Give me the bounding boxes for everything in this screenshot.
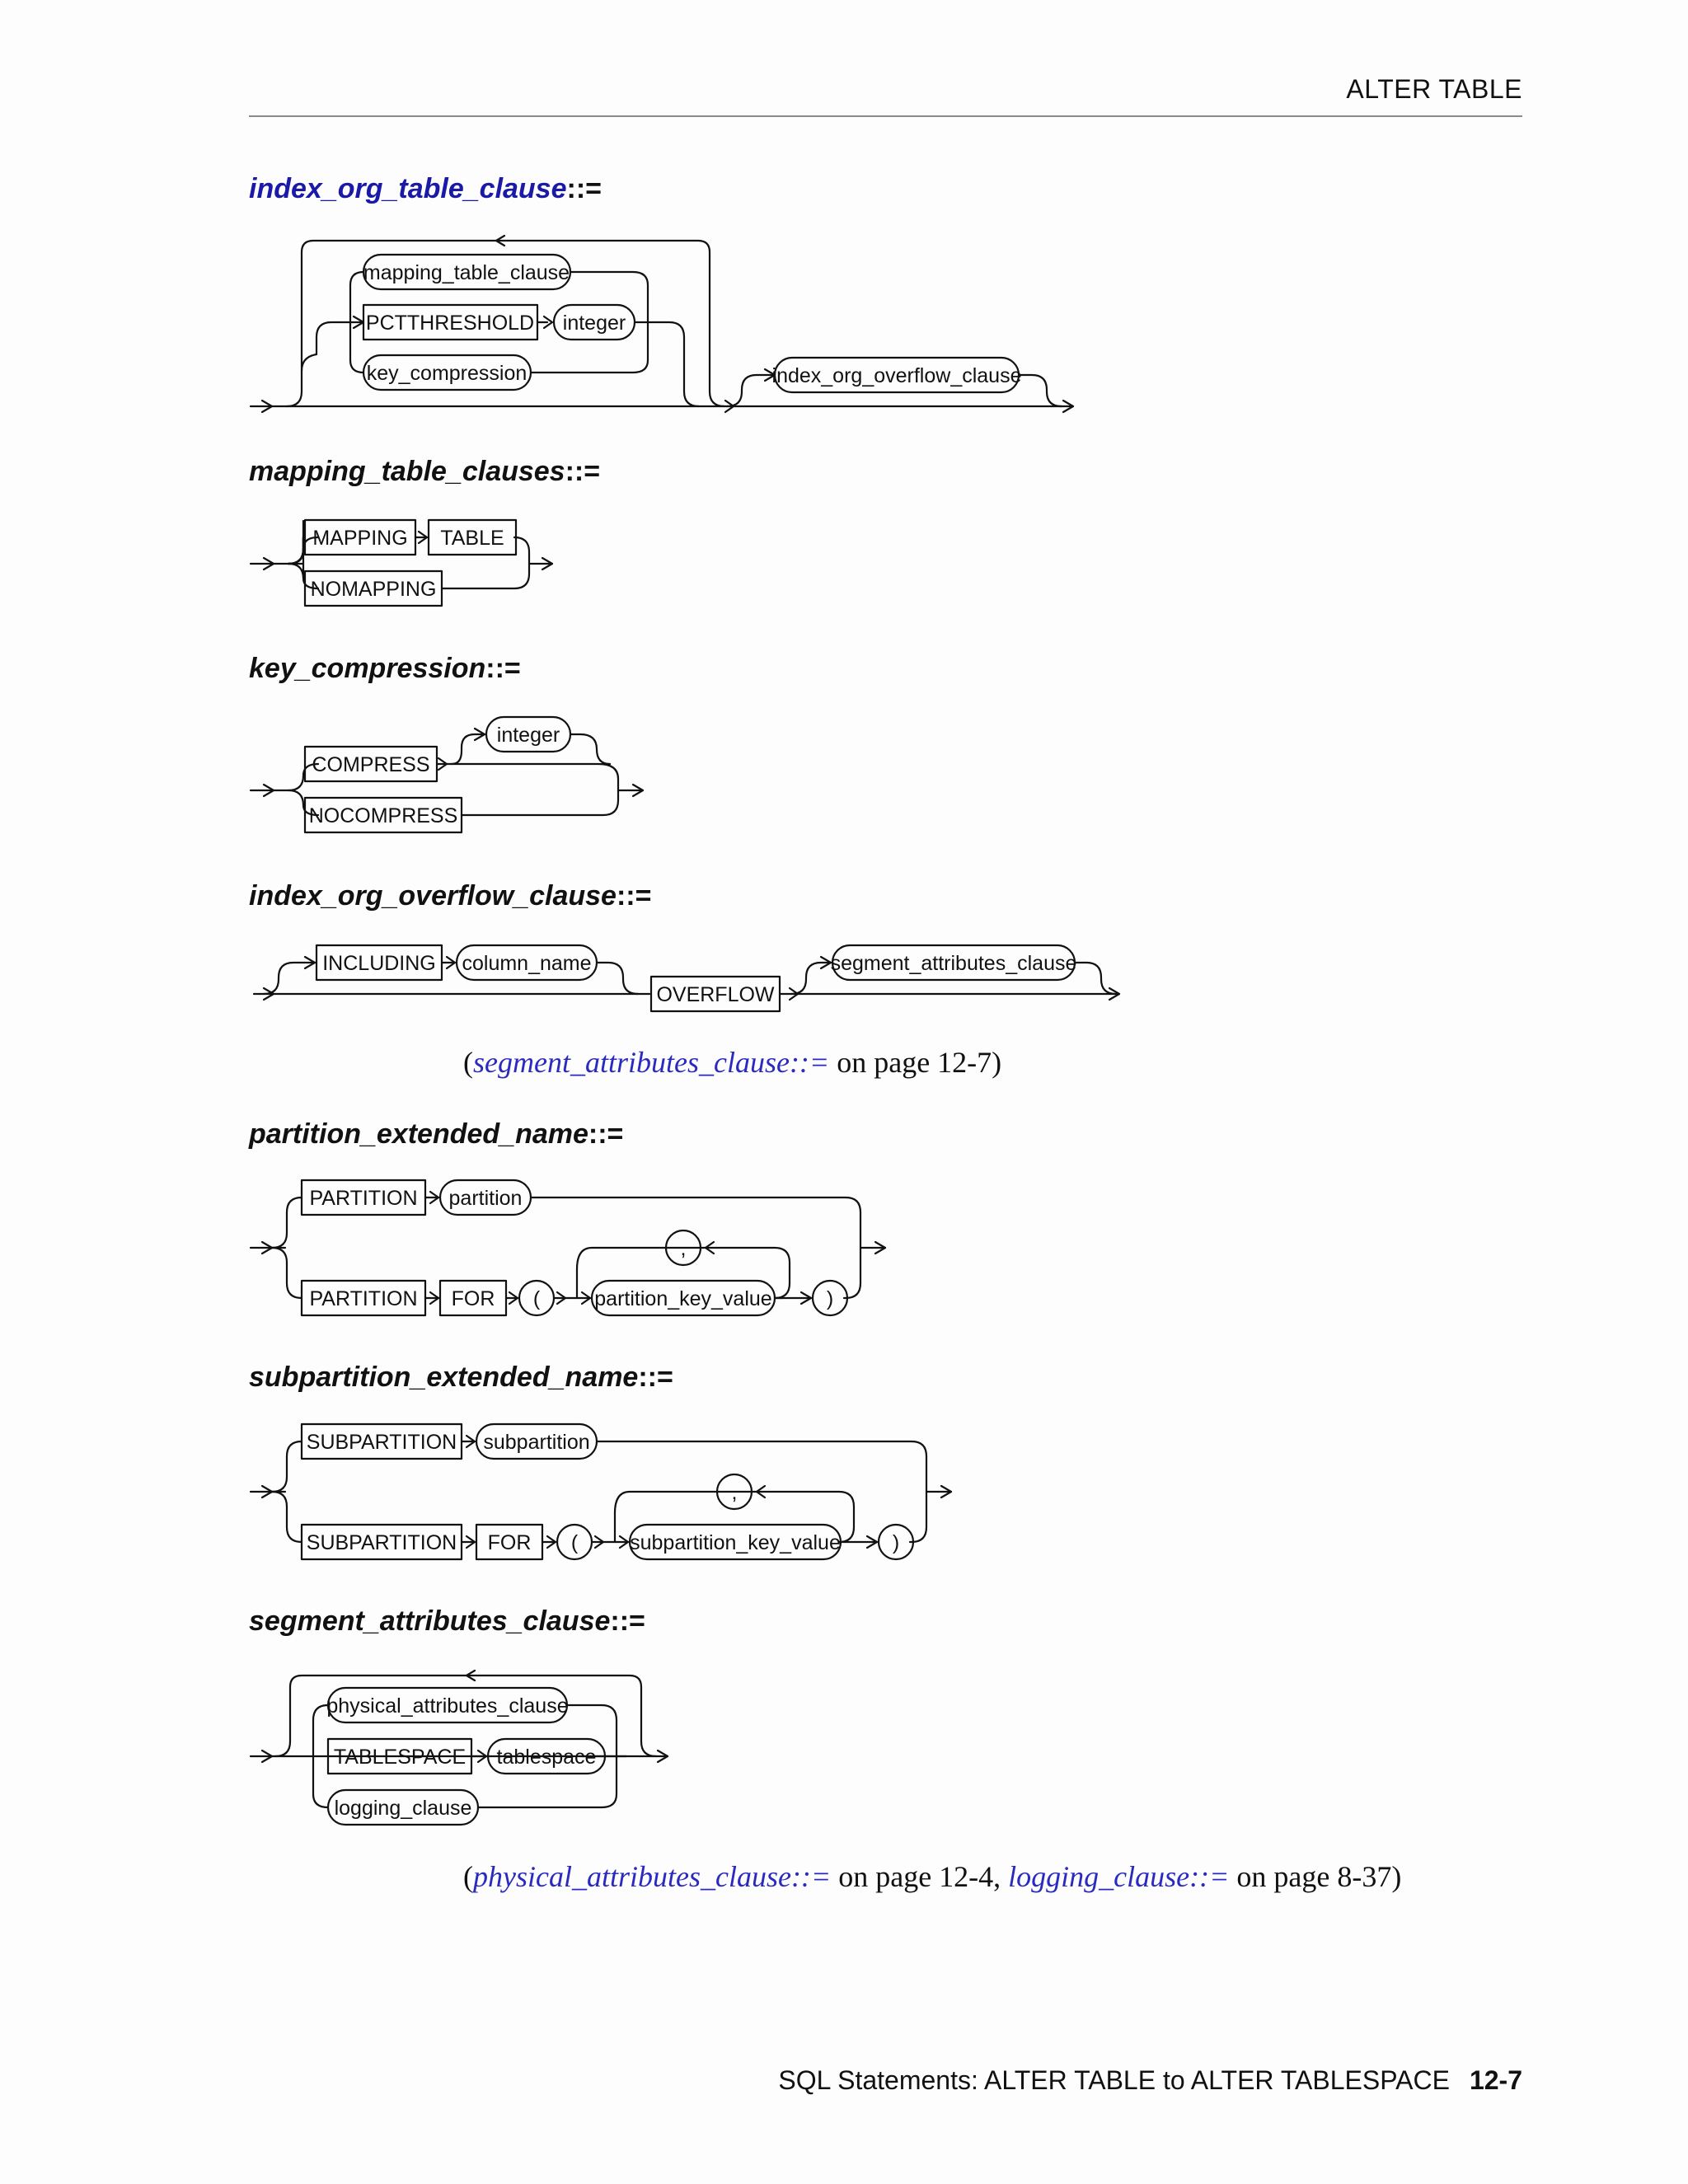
token-text: key_compression — [366, 362, 528, 385]
rail — [791, 963, 831, 994]
token-text: PARTITION — [309, 1187, 418, 1210]
rail — [570, 734, 610, 764]
running-header: ALTER TABLE — [1346, 74, 1522, 104]
token-text: index_org_overflow_clause — [771, 364, 1022, 387]
production-assign: ::= — [610, 1605, 645, 1637]
token-text: physical_attributes_clause — [326, 1694, 569, 1718]
production-name: index_org_overflow_clause — [249, 880, 617, 912]
ref-link-logging-clause[interactable]: logging_clause::= — [1008, 1860, 1230, 1893]
token-text: NOMAPPING — [310, 578, 437, 601]
production-assign: ::= — [485, 653, 521, 684]
ref-text: on page 12-7) — [829, 1046, 1002, 1079]
rail — [1019, 375, 1062, 406]
production-name: subpartition_extended_name — [249, 1361, 639, 1393]
token-text: column_name — [462, 952, 592, 975]
token-text: MAPPING — [312, 527, 408, 550]
rail — [272, 1492, 302, 1542]
token-text: ) — [892, 1531, 900, 1554]
rail — [635, 322, 699, 406]
token-text: ) — [826, 1287, 834, 1310]
token-text: PCTTHRESHOLD — [365, 312, 535, 335]
diagram-partition-extended-name — [251, 1180, 885, 1315]
token-text: SUBPARTITION — [306, 1531, 457, 1554]
rail — [272, 1441, 302, 1492]
production-assign: ::= — [566, 173, 603, 204]
production-assign: ::= — [616, 880, 652, 912]
token-text: tablespace — [496, 1746, 597, 1769]
diagram-index-org-overflow-clause — [254, 945, 1119, 1011]
diagram-index-org-table-clause — [251, 236, 1073, 412]
token-text: partition_key_value — [594, 1287, 772, 1310]
production-name: segment_attributes_clause — [249, 1605, 611, 1637]
production-assign: ::= — [638, 1361, 673, 1393]
ref-link-segment-attributes[interactable]: segment_attributes_clause::= — [473, 1046, 830, 1079]
ref-text: on page 12-4, — [831, 1860, 1009, 1893]
production-name: partition_extended_name — [249, 1118, 588, 1150]
production-name: mapping_table_clauses — [249, 456, 565, 487]
production-name: index_org_table_clause — [249, 173, 567, 204]
token-text: ( — [570, 1531, 579, 1554]
token-text: COMPRESS — [312, 753, 430, 776]
rail — [437, 764, 618, 815]
token-text: segment_attributes_clause — [830, 952, 1077, 975]
diagram-mapping-table-clauses — [251, 520, 552, 606]
token-text: partition — [448, 1187, 523, 1210]
token-text: TABLESPACE — [333, 1746, 467, 1769]
token-text: FOR — [487, 1531, 532, 1554]
production-assign: ::= — [588, 1118, 624, 1150]
page-number: 12-7 — [1469, 2065, 1522, 2095]
token-text: INCLUDING — [322, 952, 436, 975]
token-text: PARTITION — [309, 1287, 418, 1310]
token-text: OVERFLOW — [656, 983, 775, 1006]
token-text: integer — [496, 724, 560, 747]
rail — [272, 1248, 302, 1298]
diagram-key-compression — [251, 717, 643, 832]
rail — [302, 322, 363, 371]
production-assign: ::= — [565, 456, 601, 487]
ref-open: ( — [463, 1860, 473, 1893]
token-text: ( — [532, 1287, 541, 1310]
token-text: , — [680, 1237, 687, 1260]
token-text: NOCOMPRESS — [308, 804, 458, 827]
token-text: integer — [562, 312, 626, 335]
token-text: SUBPARTITION — [306, 1431, 457, 1454]
token-text: subpartition_key_value — [630, 1531, 841, 1554]
diagram-segment-attributes-clause — [251, 1671, 668, 1825]
diagram-subpartition-extended-name — [251, 1424, 951, 1559]
ref-text: on page 8-37) — [1229, 1860, 1402, 1893]
rail — [597, 963, 638, 994]
token-text: subpartition — [483, 1431, 590, 1454]
token-text: mapping_table_clause — [363, 261, 570, 284]
production-name: key_compression — [249, 653, 486, 684]
ref-link-physical-attributes[interactable]: physical_attributes_clause::= — [473, 1860, 832, 1893]
rail — [272, 1197, 302, 1248]
token-text: TABLE — [440, 527, 504, 550]
ref-open: ( — [463, 1046, 473, 1079]
token-text: FOR — [451, 1287, 495, 1310]
footer-title: SQL Statements: ALTER TABLE to ALTER TABLESPACE — [778, 2065, 1450, 2095]
rail — [452, 734, 485, 764]
token-text: , — [731, 1481, 738, 1504]
token-text: logging_clause — [334, 1797, 472, 1820]
